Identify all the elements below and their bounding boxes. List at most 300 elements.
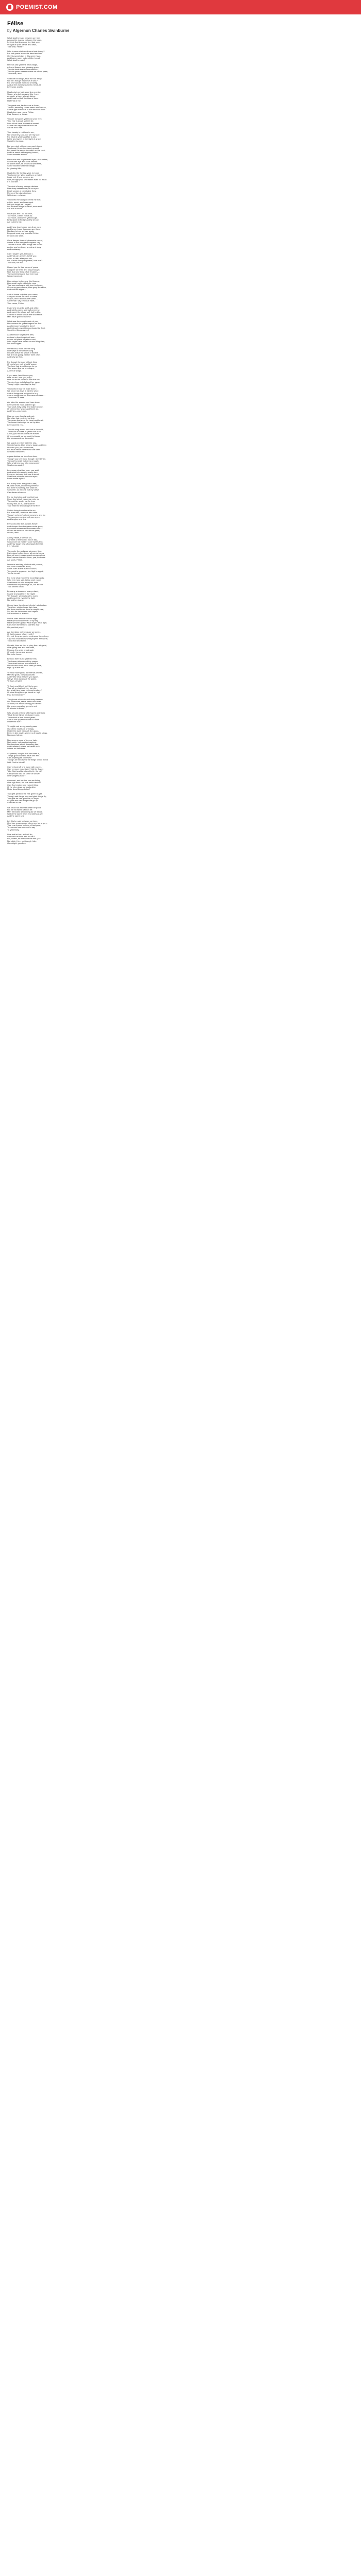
poem-line: Kiss me once hastily and part. — [7, 414, 35, 417]
poem-line: I came and waited in the night; — [7, 592, 36, 595]
poem-line: To-morrow has no more to say — [7, 826, 36, 829]
poem-line: Is fair and sweet in the sight of grace; — [7, 138, 42, 141]
poem-line: And what lives surely, surely dies. — [7, 470, 38, 473]
poem-line: As the sea feeds on, wreck and stray — [7, 245, 41, 248]
poem-line: Men have guessed worse. — [7, 315, 31, 318]
poem-line: Like a cat's splendid circle eyes — [7, 281, 36, 284]
byline-prefix: by — [7, 28, 12, 33]
poem-line: Throbs, trembling under beam and breeze, — [7, 106, 46, 109]
poem-line: I love you and I do not love, — [7, 212, 32, 215]
poem-line: If shame or fear could hold it fast, — [7, 538, 38, 541]
poem-line: And laughs with love of the amorous hour. — [7, 108, 46, 111]
poem-line: Or dream they wake and find it so, — [7, 408, 39, 411]
poem-line: Know that which man may, only we — [7, 498, 40, 501]
poem-line: The old song would hold but in the cold, — [7, 428, 44, 431]
poem-line: Here as last year the fields begin, — [7, 63, 38, 66]
poem-line: I said 'she must be swift and white, — [7, 307, 39, 310]
poem-line: The day love nightfall and her sway, — [7, 380, 40, 383]
poem-line: Can ye hold fast for shine or shower — [7, 772, 41, 775]
poem-line: But life at least it will not be: — [7, 808, 33, 811]
poem-line: Are gods, Félise. — [7, 558, 23, 561]
author-link[interactable]: Algernon Charles Swinburne — [12, 28, 70, 33]
poem-line: I would not have it sweet as sweet — [7, 122, 39, 125]
poem-line: Will you forget as I forget? — [7, 202, 31, 206]
poem-line: Dwell smoke of perishable fires, — [7, 189, 37, 192]
poem-line: Of sweet nine, he knows all with fires, — [7, 162, 42, 165]
poem-line: No trouble, nothing that aspires, — [7, 740, 37, 743]
poem-line: That wax and wane with love for hours, — [7, 284, 43, 287]
poem-line: But there is nothing, nor shall be, — [7, 486, 38, 489]
poem-line: And soft like sighs— — [7, 288, 26, 291]
poem-line: I loved you for that name of yours — [7, 266, 38, 269]
stanza — [7, 185, 354, 196]
poem-line: And laughs, and lies. — [7, 517, 27, 520]
poem-line: A fire of flowers and glowing grass; — [7, 65, 39, 69]
poem-line: No, but the love you please; love true? — [7, 259, 43, 262]
stanza — [7, 631, 354, 642]
poem-line: Not to be comforted at all; — [7, 565, 31, 568]
poem-line: We are not going, neither went of us — [7, 353, 41, 357]
poem-line: Two now, not two. — [7, 261, 24, 264]
poem-line: For last year's leaves lie dead and red — [7, 52, 42, 55]
poemist-logo-icon[interactable] — [6, 4, 13, 11]
poem-line: Who are most sad, being cruel; none — [7, 579, 41, 582]
poem-line: Or what thing have ye found on high — [7, 691, 41, 694]
poem-line: Nor sat for shame. — [7, 599, 24, 602]
poem-line: Your hair is dead; so let it be; — [7, 120, 34, 123]
poem-line: Eyes coloured like a water-flower, — [7, 522, 38, 526]
poem-line: Such fleet things sweet! — [7, 329, 29, 332]
poem-line: Gone deeper than all plummets sound, — [7, 239, 43, 242]
poem-line: Ye fools; for which among you deems — [7, 702, 42, 705]
site-header — [0, 0, 361, 14]
stanza — [7, 199, 354, 210]
poem-line: Its glowing tide. — [7, 166, 22, 170]
poem-line: Behold, there is no grief like this; — [7, 657, 37, 660]
poem-line: Falls from the farthest starriest way — [7, 623, 40, 626]
poem-line: If you were I and I were you, — [7, 374, 34, 377]
poem-line: It is not past. — [7, 545, 19, 548]
poem-line: No memory more of love or hate, — [7, 738, 38, 741]
poem-line: You loved me. Who shall turn on fate? — [7, 174, 42, 177]
poem-line: Here where the grass forgets our feet — [7, 322, 42, 325]
poem-line: You are not gone; yet I hear your feet; — [7, 117, 42, 121]
poem-line: O fools and blind, what seek ye there, — [7, 664, 42, 667]
poem-line: Bow, all men's prayers and sorrows climb — [7, 554, 45, 557]
poem-line: From subtle sighs? — [7, 477, 25, 480]
poem-line: By many a stream of many a land, — [7, 590, 39, 593]
poem-line: And these love longer now than men, — [7, 225, 42, 228]
poem-line: The years that were for heart and heart, — [7, 419, 44, 422]
poem-line: Love was, and is. — [7, 86, 23, 89]
stanza — [7, 523, 354, 534]
poem-line: Ah my Félise, if love or sin, — [7, 536, 32, 539]
poem-line: Are the skies wet because we weep, — [7, 630, 41, 633]
stanza — [7, 401, 354, 412]
poem-line: Under the sun? — [7, 720, 22, 723]
poem-line: Half that of me. — [7, 99, 22, 102]
stanza — [7, 604, 354, 615]
poem-line: For love awoke from out of sleep, — [7, 81, 38, 84]
poem-line: Ye might end surely, surely pass — [7, 725, 37, 728]
poem-line: Of earth, inexorable source, — [7, 650, 33, 653]
poem-line: On you that pray? — [7, 625, 24, 629]
poem-line: Too much, and never yet enough. — [7, 216, 38, 219]
stanza — [7, 388, 354, 399]
poem-line: Love and the rest. — [7, 423, 24, 426]
poem-line: Are soft to touch. — [7, 207, 23, 210]
poem-line: How could I love you, say? — [7, 376, 32, 379]
poem-line: Can ye move mountains? bid the flower — [7, 768, 44, 771]
poem-line: Too great to appease, too high to appal, — [7, 569, 44, 572]
poem-line: The flower of ease. — [7, 396, 25, 399]
poem-line: I had died for the last year, to know — [7, 172, 40, 175]
poem-line: Though night may slay the day? — [7, 382, 37, 385]
poem-line: You loved me and you loved me not; — [7, 198, 41, 201]
poem-line: Sweet in its place. — [7, 140, 24, 143]
poem-line: No sleepless labour thwarting fate, — [7, 742, 39, 745]
poem-line: On this sweet day, in this green May, — [7, 54, 41, 57]
poem-line: Fling up thy sea's proud gate, — [7, 648, 35, 651]
poem-line: Hid there and found there's naught else, — [7, 607, 44, 611]
poem-line: Hid blossoms from the world. — [7, 436, 34, 439]
poem-line: As the lost days that were for me. — [7, 124, 38, 127]
stanza — [7, 361, 354, 372]
poem-line: And deeper than the green sea's glass; — [7, 524, 43, 528]
stanza — [7, 78, 354, 89]
poem-line: As afternoon forgets the dew? — [7, 324, 35, 327]
poem-line: You know it from the sweet ground, — [7, 146, 40, 149]
poem-line: The gulf is strait, but deep enough; — [7, 459, 39, 462]
poem-line: We stand on either side the sea, — [7, 442, 37, 445]
poem-line: Birds quick to fledge and fly at call — [7, 218, 39, 222]
poem-line: But you, sigh without, you must shock, — [7, 144, 43, 147]
poem-line: Too much, a little, not at all; — [7, 214, 32, 217]
poem-line: For none shall move the most high gods, — [7, 577, 45, 580]
poem-line: And all things are not good to buy, — [7, 392, 39, 395]
poem-line: Will ye beat always at the gates, — [7, 677, 37, 681]
poem-line: Nor would my soul, nor yet my face; — [7, 133, 40, 136]
poem-body — [7, 37, 354, 847]
stanza — [7, 105, 354, 115]
poem-line: Yet though I set my heart to roam, — [7, 594, 39, 597]
poem-line: Or fair because of any mirth? — [7, 633, 34, 636]
poem-line: In vain, alas! — [7, 531, 19, 534]
poem-line: Ah sweet, and we too, can we bring — [7, 779, 40, 782]
stanza — [7, 537, 354, 548]
poem-line: The barren blossom of thy prayer, — [7, 659, 38, 663]
stanza — [7, 280, 354, 291]
stanza — [7, 496, 354, 507]
poem-line: Or he who slays our souls alive — [7, 785, 36, 788]
site-logo-text[interactable]: POEMIST.COM — [16, 4, 58, 10]
poem-line: The sweet that might be on thy kiss, — [7, 421, 40, 424]
poem-line: In sight of quiet sands and seas, — [7, 43, 37, 46]
poem-line: But, sweet, for me no more with you: — [7, 837, 41, 840]
poem-line: Immortal are they, clothed with powers, — [7, 563, 43, 566]
stanza — [7, 712, 354, 723]
poem-line: Though sad things stay and glad things fly; — [7, 794, 46, 798]
poem-line: Cry out; they are gods; perchance they sleep; — [7, 635, 49, 638]
poem-line: Pale flowers, or these. — [7, 112, 28, 115]
stanza — [7, 483, 354, 494]
poem-line: Who knows what word were best to say? — [7, 50, 45, 53]
poem-line: Though you love now, though I loved then. — [7, 457, 46, 460]
poem-line: And larger loves than ours are these — [7, 228, 41, 231]
poem-line: And castaway. — [7, 247, 21, 250]
poem-line: One sigh back, bid one smile revive? — [7, 781, 41, 784]
poem-line: I toward you, you toward me; — [7, 446, 34, 449]
poem-line: Wherewith they scourge us, not as one — [7, 583, 43, 586]
poem-line: For man dies, and love also dies. — [7, 511, 38, 514]
poem-line: Like incense towards them; yea, for these — [7, 556, 45, 559]
poem-line: And heard the river in the light, — [7, 596, 36, 599]
poem-line: Still be thou free. — [7, 126, 23, 129]
poem-line: And then—you know. — [7, 410, 27, 413]
poem-line: Take flight and turn to a bird in the air? — [7, 770, 43, 773]
poem-line: For many loves are good to see; — [7, 482, 37, 485]
poem-title: Félise — [7, 21, 24, 27]
poem-line: Ye must have gods, the friends of men, — [7, 671, 43, 674]
poem-line: A little, much, and overmuch. — [7, 200, 34, 204]
poem-line: Can I forget? yea, that can I, — [7, 252, 34, 256]
stanza — [7, 442, 354, 453]
poem-line: Some ancient wasteful foliage, — [7, 164, 36, 167]
poem-line: In such cold seas. — [7, 234, 24, 237]
poem-line: We know not; love is hard to seize. — [7, 389, 39, 393]
poem-line: The fool's success of years that burn; — [7, 430, 42, 433]
poem-line: Eyes that remember one sweet hour— — [7, 527, 43, 530]
stanza — [7, 172, 354, 183]
stanza — [7, 429, 354, 439]
poem-line: With God to friend? — [7, 760, 25, 764]
poem-line: Are quick to fall. — [7, 221, 22, 224]
poem-line: Why should ye bear with hopes and fears — [7, 711, 45, 715]
stanza — [7, 131, 354, 142]
poem-line: Grey sea between? — [7, 450, 25, 453]
poem-line: And thwarted; where no travail tires, — [7, 745, 40, 748]
poem-line: I had what we had; your lips on mine; — [7, 90, 42, 93]
poem-line: Let all dead things lie dead; none such — [7, 205, 43, 208]
poem-line: Past the blind sky? — [7, 693, 25, 696]
poem-line: Though yet men's ghost moves to and fro — [7, 513, 45, 516]
poem-line: Cry; thou shalt know what prayers are worth, — [7, 637, 48, 640]
stanza — [7, 307, 354, 318]
poem-line: Is only this, as is, and shall be — [7, 502, 35, 505]
poem-line: Where in the dim green dayless day — [7, 241, 40, 244]
poem-line: That smites a son. — [7, 585, 24, 588]
poem-line: Make dead things thrive? — [7, 787, 30, 790]
poem-line: Thou dust and earth. — [7, 639, 26, 642]
stanza — [7, 699, 354, 709]
stanza — [7, 685, 354, 696]
poem-line: The old fields that we sorrowed in, — [7, 67, 39, 71]
poem-line: Some sweeter sound. — [7, 153, 27, 156]
stanza — [7, 469, 354, 480]
poem-line: Who shall recross, who among men — [7, 461, 40, 464]
stanza — [7, 645, 354, 655]
poem-line: High up in the air? — [7, 666, 24, 669]
stanza — [7, 348, 354, 359]
poem-line: Should we not hold it? Love wears thin, — [7, 540, 43, 543]
poem-line: Two gifts perforce he has given us yet, — [7, 792, 43, 795]
poem-line: So this thing is and must be so; — [7, 509, 36, 512]
stanza — [7, 753, 354, 764]
poem-line: Out of the multitude of things, — [7, 727, 35, 730]
poem-line: And these shall answer you again. — [7, 675, 39, 678]
poem-line: And all the world was loved, because — [7, 83, 41, 87]
poem-line: Set dim for their name and repeat — [7, 610, 38, 613]
stanza — [7, 91, 354, 102]
poem-line: One love grows green when one turns grey; — [7, 821, 47, 824]
poem-line: Sleep, who but guess at this, I see; — [7, 93, 40, 96]
poem-line: Love well the hour and let it go: — [7, 403, 36, 406]
poem-line: Now that one thing of all endures— — [7, 270, 40, 273]
poem-line: And all things die but the name of these— — [7, 394, 46, 397]
poem-line: Lords over all the fruitless hours; — [7, 567, 37, 570]
poem-line: This year, Félise? — [7, 45, 24, 48]
poem-line: Hence have they heard of who hath broken — [7, 603, 47, 606]
poem-line: Like wept of the cradle-song — [7, 349, 34, 352]
poem-line: Like colours in the sea, like flowers, — [7, 279, 40, 282]
poem-line: To yesterday. — [7, 828, 20, 831]
poem-line: All passes; nought that has been is, — [7, 752, 40, 755]
poem-line: Long ere we met, and long enough; — [7, 268, 40, 271]
poem-line: A love of shape. — [7, 369, 22, 372]
poem-line: Till all these things be drawn in one, — [7, 714, 40, 717]
poem-line: Who might have turned to one thing then, — [7, 340, 45, 343]
poem-line: Your sweet lips we ere shape, — [7, 367, 35, 370]
poem-line: That hath the knowledge of the free. — [7, 504, 41, 507]
poem-line: Have ye found comfort? or by day — [7, 619, 39, 622]
poem-line: Dreams leave the prove of earth's — [7, 351, 38, 354]
poem-line: That all ye shall not live, but die. — [7, 686, 37, 689]
poem-line: Two souls may sleep and wake up one, — [7, 405, 43, 408]
poem-line: Which are; not wise. — [7, 194, 26, 197]
stanza — [7, 672, 354, 683]
poem-line: For though the east without thing — [7, 360, 38, 363]
stanza — [7, 577, 354, 588]
poem-line: The sea-green mirrors of your eyes, — [7, 515, 40, 518]
poem-line: Save that I say it now at ease, — [7, 299, 35, 302]
poem-line: As time in time forgets all men, — [7, 335, 36, 338]
poem-line: Though all men swear all things would mend — [7, 758, 48, 761]
poem-line: All glad and sad things that go by, — [7, 799, 38, 802]
stanza — [7, 807, 354, 818]
poem-line: Waxed weary of. — [7, 275, 23, 278]
poem-line: Not while I live, not though I die. — [7, 839, 37, 842]
poem-line: Not after that nor this, but this; — [7, 416, 35, 419]
poem-line: For we that sing and you that love — [7, 495, 39, 498]
poem-line: Men will stand saddening as we stood, — [7, 810, 43, 813]
poem-line: Their line, clothed over their face — [7, 605, 38, 608]
stanza — [7, 793, 354, 804]
poem-line: And why go thus. — [7, 355, 23, 359]
poem-line: And the sweet with sighing bound, — [7, 151, 39, 154]
poem-line: Love and let love, and so will I. — [7, 835, 36, 838]
poem-line: Of our is love not, should 'scape, — [7, 363, 37, 366]
poem-line: The old green wastes where we would pass; — [7, 70, 48, 73]
poem-line: And I had but half the kiss of thee. — [7, 97, 39, 100]
poem-line: Green as green flame, blue-grey like skies, — [7, 286, 47, 289]
poem-line: In fields that knew our feet last year, — [7, 41, 40, 44]
stanza — [7, 145, 354, 156]
poem-line: Let sweet the sweet lavender on the rock, — [7, 149, 45, 152]
stanza — [7, 739, 354, 750]
poem-line: O earth, thou art fain to play; thou art great, — [7, 644, 47, 647]
poem-line: Shall cross again? — [7, 464, 24, 467]
stanza — [7, 226, 354, 237]
poem-line: Flame of the days that are; — [7, 191, 32, 194]
poem-line: O that hour, if our time be long — [7, 347, 35, 350]
poem-line: Not twice again. — [7, 342, 22, 345]
poem-line: Deep in dim death, where no thought stings, — [7, 731, 48, 734]
poem-line: Ah that such sweet things should be fleet, — [7, 326, 45, 329]
poem-line: And subtly warm, and half perverse, — [7, 309, 40, 312]
poem-line: Of love would, as for mouth's flower, — [7, 434, 41, 437]
poem-line: The great sea, faultless as a flower, — [7, 104, 40, 107]
poem-line: Lo, what thing have ye found endure? — [7, 689, 42, 692]
poem-line: Have ye seen gods? What hope, what light, — [7, 621, 47, 624]
poem-byline — [7, 28, 354, 33]
poem-line: The ghosts of words and dusty dreams, — [7, 698, 44, 701]
stanza — [7, 294, 354, 304]
poem-line: Goodnight, goodbye. — [7, 841, 27, 844]
stanza — [7, 658, 354, 669]
poem-line: Or stones to bread? — [7, 706, 26, 709]
poem-line: And like a snake's love lithe and fierce.' — [7, 313, 43, 316]
poem-line: Mutable loves, and loves perverse; — [7, 484, 39, 487]
poem-line: And your name full of all of these. — [7, 295, 38, 298]
poem-line: It is too late. — [7, 180, 19, 183]
poem-line: And the same sea. — [7, 815, 25, 818]
poem-line: The rest live under us; for love — [7, 500, 35, 503]
poem-line: And that can all men, to tell you; — [7, 255, 37, 258]
poem-line: But what hears either save the keen — [7, 448, 40, 451]
poem-line: Things good and evil have one end. — [7, 754, 40, 757]
stanza — [7, 550, 354, 561]
poem-line: How could the roseleaf love the rue, — [7, 378, 40, 381]
poem-line: Still shouldst or answer. — [7, 612, 29, 615]
poem-line: Alive, or late, after your die, — [7, 257, 32, 260]
poem-line: Dropped once, my beautiful Félise, — [7, 232, 39, 235]
poem-line: What shall be said between us here — [7, 37, 40, 39]
poem-line: Your beauty is not love to me, — [7, 131, 35, 134]
poem-line: Shall we not laugh, shall we not weep, — [7, 77, 42, 80]
poem-line: Ye fools of fate? — [7, 680, 22, 683]
poem-line: A mouth, a face, a heart divine, — [7, 95, 36, 98]
poem-line: Can ye beat off one wave with prayer, — [7, 765, 42, 768]
stanza — [7, 240, 354, 250]
stanza — [7, 820, 354, 831]
stanza — [7, 50, 354, 61]
poem-line: Merciful gods, compassionate, — [7, 673, 36, 676]
poem-line: Ye fools and blind; for this is sure, — [7, 684, 38, 687]
poem-line: Watch the same fields and skies as we — [7, 812, 43, 816]
poem-line: Can God restore one ruined thing, — [7, 783, 39, 786]
stanza — [7, 37, 354, 48]
poem-line: Even so; but now that love is dead, — [7, 472, 40, 476]
stanza — [7, 564, 354, 574]
poem-line: Green with eye as it coils beside; — [7, 160, 38, 163]
poem-line: Under the dust, beneath the grass, — [7, 729, 39, 732]
poem-line: A fold, your heart and laurel bower, — [7, 432, 39, 435]
stanza — [7, 766, 354, 777]
poem-line: Stretch hands, blow kisses, laugh and lean — [7, 444, 46, 447]
stanza — [7, 455, 354, 466]
stanza — [7, 725, 354, 736]
poem-line: No record clings. — [7, 734, 23, 737]
